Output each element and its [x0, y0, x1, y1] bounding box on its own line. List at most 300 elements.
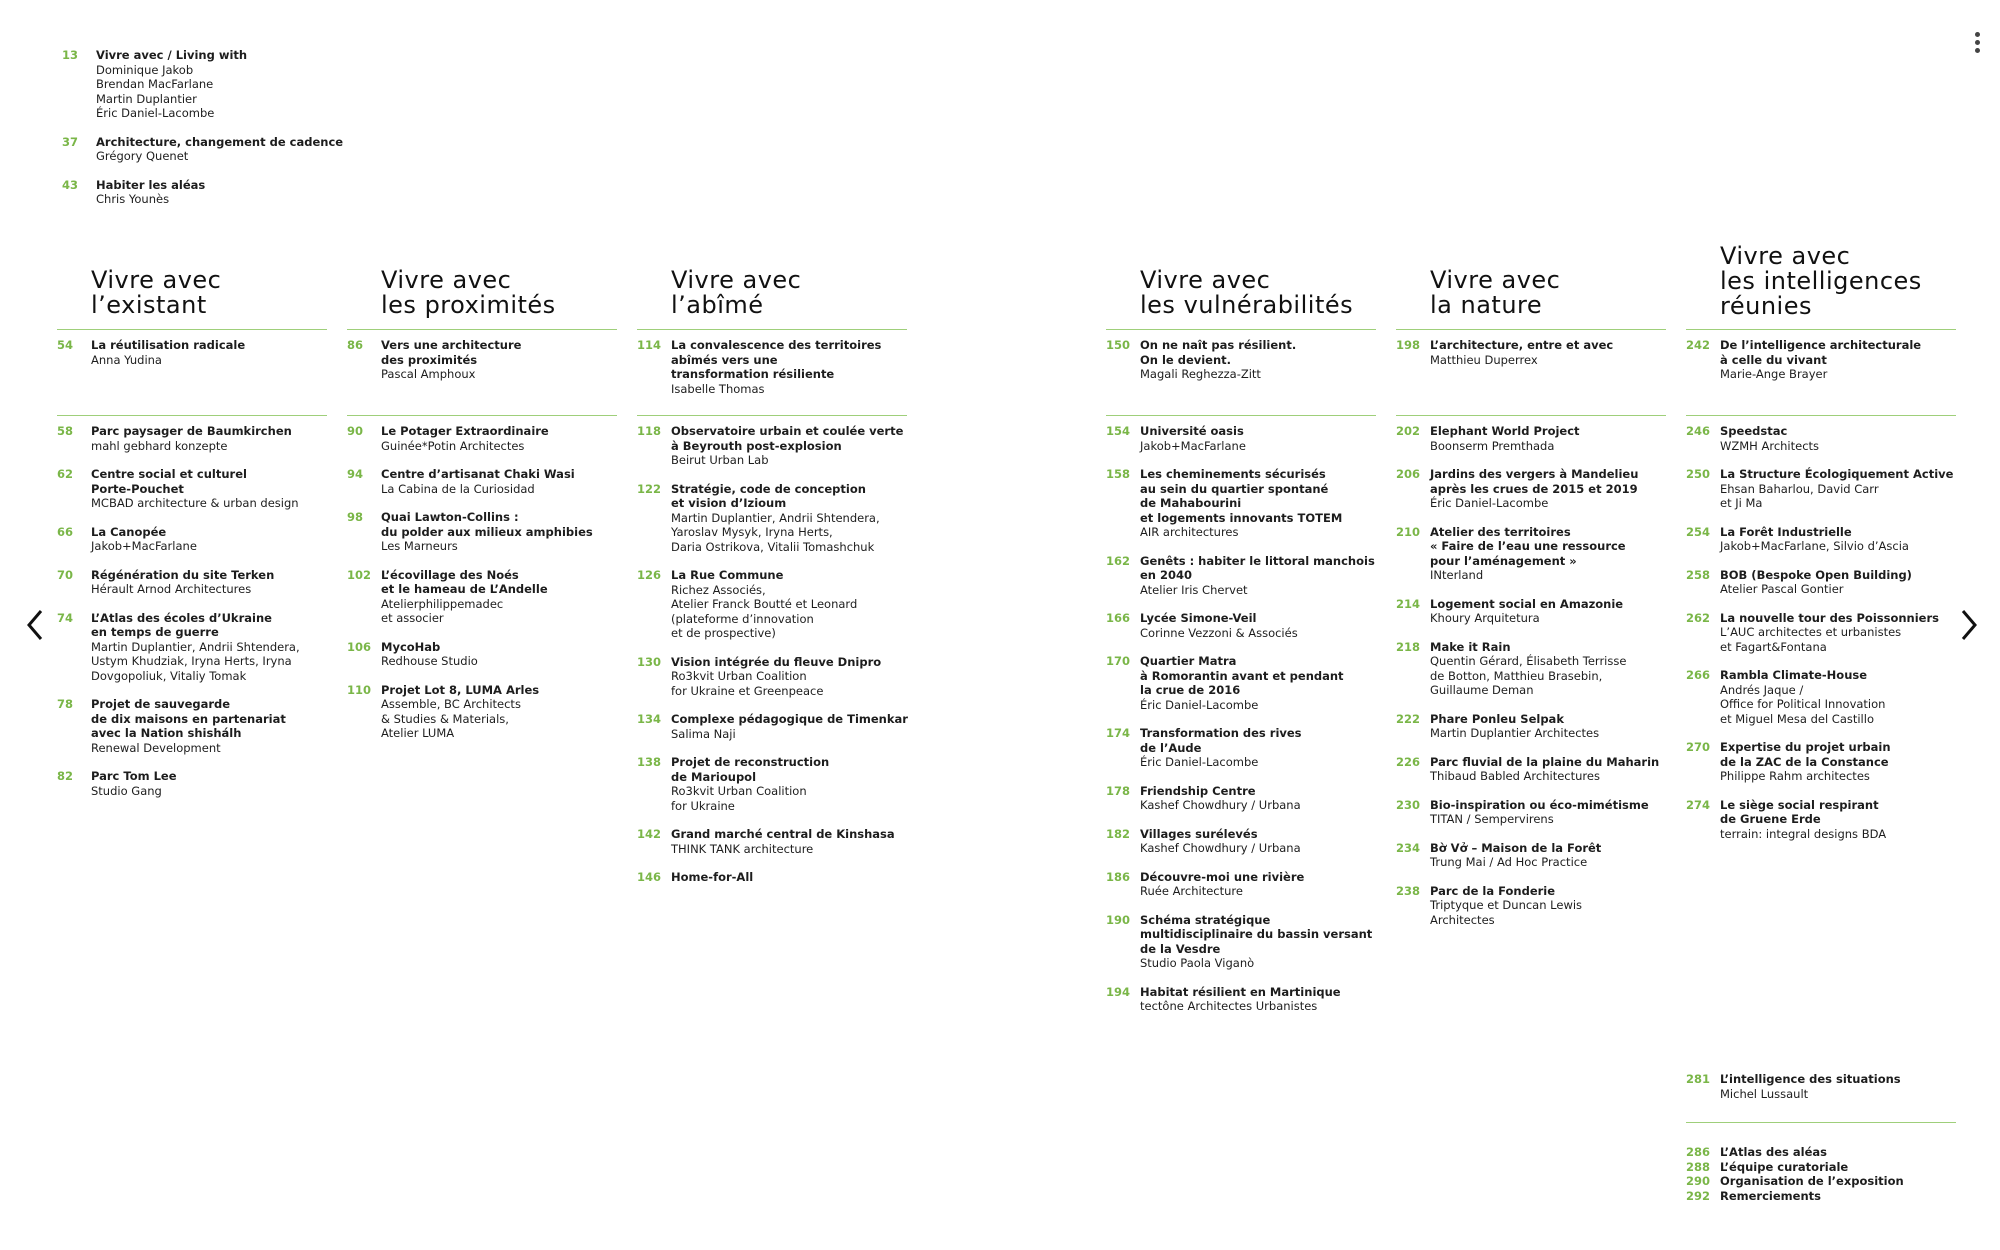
entry-author: for Ukraine: [671, 798, 735, 813]
section-heading-line: Vivre avec: [1140, 266, 1271, 294]
toc-entry[interactable]: [1106, 654, 1375, 712]
page-number: 134: [637, 712, 662, 726]
entry-author: Marie-Ange Brayer: [1720, 367, 1828, 381]
page-number: 222: [1396, 711, 1421, 726]
entry-author: THINK TANK architecture: [671, 841, 814, 856]
entry-author: Dominique Jakob: [96, 62, 194, 77]
toc-entry[interactable]: [1686, 1174, 1904, 1189]
entry-author: La Cabina de la Curiosidad: [381, 481, 535, 496]
entry-title: L’écovillage des Noés et le hameau de L’Andelle: [381, 567, 548, 596]
entry-author: et Miguel Mesa del Castillo: [1720, 711, 1874, 726]
entry-title: Projet Lot 8, LUMA Arles: [381, 682, 540, 697]
toc-entry[interactable]: [1686, 798, 1953, 842]
entry-author: Daria Ostrikova, Vitalii Tomashchuk: [671, 539, 875, 554]
entry-author: Atelier Franck Boutté et Leonard: [671, 597, 858, 611]
more-vertical-icon: [1975, 40, 1980, 45]
entry-title: La réutilisation radicale: [91, 338, 246, 352]
page-number: 274: [1686, 797, 1711, 812]
section-heading: [91, 268, 221, 318]
page-number: 90: [347, 424, 364, 438]
entry-title: L’Atlas des aléas: [1720, 1145, 1827, 1159]
toc-entry[interactable]: [57, 568, 300, 597]
entry-title: On ne naît pas résilient. On le devient.: [1140, 338, 1297, 367]
entry-title: Quartier Matra à Romorantin avant et pendant la crue de 2016: [1140, 654, 1344, 697]
entry-title: Découvre-moi une rivière: [1140, 869, 1305, 884]
appendix-list: [1686, 1145, 1904, 1203]
entry-author: L’AUC architectes et urbanistes: [1720, 625, 1902, 639]
entry-author: Brendan MacFarlane: [96, 77, 214, 91]
page-number: 118: [637, 424, 662, 438]
entry-author: et Ji Ma: [1720, 496, 1763, 510]
entry-author: MCBAD architecture & urban design: [91, 496, 299, 510]
section-rule: [1686, 1122, 1956, 1123]
entry-title: Régénération du site Terken: [91, 567, 275, 582]
entry-title: Parc Tom Lee: [91, 769, 177, 783]
entry-author: INterland: [1430, 568, 1484, 582]
entry-author: Atelier LUMA: [381, 726, 455, 740]
toc-entry[interactable]: [347, 467, 593, 496]
entry-title: L’architecture, entre et avec: [1430, 338, 1614, 352]
entry-author: Boonserm Premthada: [1430, 438, 1555, 453]
entry-author: Corinne Vezzoni & Associés: [1140, 625, 1298, 640]
entry-author: Atelier Pascal Gontier: [1720, 582, 1844, 596]
entry-author: Martin Duplantier, Andrii Shtendera,: [91, 639, 300, 654]
section-heading-line: Vivre avec: [91, 266, 222, 294]
entry-title: Elephant World Project: [1430, 424, 1580, 438]
entry-author: Pascal Amphoux: [381, 367, 476, 381]
entry-author: Renewal Development: [91, 740, 221, 755]
section-entries: [1396, 424, 1659, 941]
toc-entry[interactable]: [1686, 424, 1953, 453]
toc-entry[interactable]: [62, 178, 382, 207]
entry-author: Ro3kvit Urban Coalition: [671, 669, 807, 683]
entry-author: Studio Gang: [91, 783, 162, 798]
entry-title: MycoHab: [381, 639, 441, 654]
entry-author: Kashef Chowdhury / Urbana: [1140, 798, 1301, 812]
entry-author: Jakob+MacFarlane, Silvio d’Ascia: [1720, 539, 1909, 553]
entry-title: La Rue Commune: [671, 568, 784, 582]
entry-title: Organisation de l’exposition: [1720, 1174, 1904, 1188]
page-number: 210: [1396, 524, 1421, 539]
section-rule: [637, 329, 907, 330]
page-number: 230: [1396, 797, 1421, 812]
page-number: 110: [347, 682, 372, 697]
toc-entry[interactable]: [347, 338, 521, 382]
entry-title: Grand marché central de Kinshasa: [671, 827, 895, 841]
entry-author: Jakob+MacFarlane: [1140, 438, 1246, 453]
toc-entry[interactable]: [1686, 467, 1953, 511]
entry-author: Architectes: [1430, 912, 1495, 927]
entry-author: Salima Naji: [671, 726, 736, 741]
page-number: 250: [1686, 467, 1711, 481]
entry-author: Yaroslav Mysyk, Iryna Herts,: [671, 525, 833, 539]
section-rule: [347, 415, 617, 416]
entry-author: et Fagart&Fontana: [1720, 639, 1827, 654]
page-number: 178: [1106, 783, 1131, 798]
section-lead: [1396, 338, 1613, 381]
toc-entry[interactable]: [1106, 726, 1375, 770]
entry-title: Villages surélevés: [1140, 826, 1258, 841]
page-number: 138: [637, 755, 662, 769]
entry-title: L’équipe curatoriale: [1720, 1159, 1849, 1174]
section-entries: [347, 424, 593, 755]
toc-entry[interactable]: [1106, 784, 1375, 813]
toc-entry[interactable]: [347, 640, 593, 669]
page-number: 106: [347, 639, 372, 654]
page-number: 86: [347, 338, 364, 352]
entry-title: L’Atlas des écoles d’Ukraine en temps de guerre: [91, 610, 272, 639]
page-number: 66: [57, 524, 74, 539]
page-number: 146: [637, 870, 662, 884]
section-heading-line: l’existant: [91, 291, 207, 319]
page-number: 258: [1686, 567, 1711, 582]
section-entries: [1106, 424, 1375, 1028]
toc-entry[interactable]: [1106, 611, 1375, 640]
entry-title: La Canopée: [91, 524, 167, 539]
toc-entry[interactable]: [1106, 338, 1296, 382]
entry-author: Trung Mai / Ad Hoc Practice: [1430, 855, 1588, 869]
entry-author: tectône Architectes Urbanistes: [1140, 999, 1318, 1013]
entry-author: Matthieu Duperrex: [1430, 352, 1538, 367]
page-number: 238: [1396, 883, 1421, 898]
entry-title: Projet de reconstruction de Marioupol: [671, 755, 830, 784]
toc-entry[interactable]: [1686, 668, 1953, 726]
section-heading: [381, 268, 556, 318]
page-number: 290: [1686, 1174, 1711, 1188]
toc-entry[interactable]: [1396, 338, 1613, 367]
toc-entry[interactable]: [1396, 798, 1659, 827]
section-heading-line: Vivre avec: [1430, 266, 1561, 294]
page-number: 94: [347, 467, 364, 481]
page-number: 214: [1396, 596, 1421, 611]
entry-title: Vivre avec / Living with: [96, 48, 248, 62]
toc-entry[interactable]: [1396, 424, 1659, 453]
toc-entry[interactable]: [1396, 884, 1659, 928]
page-number: 54: [57, 338, 74, 352]
entry-author: Grégory Quenet: [96, 149, 189, 163]
entry-author: Isabelle Thomas: [671, 381, 765, 396]
entry-title: Genêts : habiter le littoral manchois en 2040: [1140, 553, 1375, 582]
entry-author: Martin Duplantier: [96, 91, 197, 106]
page-number: 218: [1396, 639, 1421, 654]
toc-entry[interactable]: [1106, 424, 1375, 453]
section-lead: [57, 338, 245, 381]
entry-author: Martin Duplantier, Andrii Shtendera,: [671, 510, 880, 525]
page-number: 281: [1686, 1072, 1711, 1086]
entry-author: WZMH Architects: [1720, 438, 1820, 453]
page-number: 270: [1686, 740, 1711, 754]
page-number: 62: [57, 467, 74, 481]
section-rule: [57, 329, 327, 330]
entry-author: Hérault Arnod Architectures: [91, 582, 252, 596]
toc-entry[interactable]: [347, 568, 593, 626]
toc-entry[interactable]: [62, 48, 382, 121]
section-entries: [1686, 424, 1953, 855]
toc-entry[interactable]: [1106, 870, 1375, 899]
toc-entry[interactable]: [57, 338, 245, 367]
section-heading-line: les intelligences: [1720, 267, 1922, 295]
toc-entry[interactable]: [1396, 640, 1659, 698]
section-rule: [347, 329, 617, 330]
page-number: 266: [1686, 668, 1711, 682]
page-number: 154: [1106, 424, 1131, 438]
entry-author: Dovgopoliuk, Vitaliy Tomak: [91, 668, 247, 683]
section-rule: [1686, 415, 1956, 416]
toc-entry[interactable]: [637, 655, 908, 699]
entry-author: Andrés Jaque /: [1720, 682, 1804, 697]
toc-entry[interactable]: [1686, 1160, 1904, 1175]
entry-author: Richez Associés,: [671, 582, 766, 597]
section-heading: [1140, 268, 1353, 318]
page-number: 114: [637, 338, 662, 352]
entry-author: (plateforme d’innovation: [671, 611, 814, 626]
entry-title: L’intelligence des situations: [1720, 1072, 1901, 1086]
entry-author: Guillaume Deman: [1430, 683, 1534, 697]
entry-title: Jardins des vergers à Mandelieu après les crues de 2015 et 2019: [1430, 467, 1639, 496]
section-rule: [1106, 415, 1376, 416]
entry-title: Les cheminements sécurisés au sein du quartier spontané de Mahabourini et logements innovants TOTEM: [1140, 467, 1343, 525]
page-number: 13: [62, 48, 79, 62]
entry-author: et de prospective): [671, 626, 776, 640]
entry-title: Remerciements: [1720, 1188, 1821, 1203]
toc-entry[interactable]: [1686, 338, 1921, 382]
entry-title: La convalescence des territoires abîmés vers une transformation résiliente: [671, 338, 882, 381]
entry-author: Studio Paola Viganò: [1140, 956, 1255, 970]
entry-title: Quai Lawton-Collins : du polder aux milieux amphibies: [381, 510, 593, 539]
entry-author: Magali Reghezza-Zitt: [1140, 367, 1261, 381]
toc-entry[interactable]: [1106, 467, 1375, 540]
page-number: 242: [1686, 338, 1711, 352]
page-number: 254: [1686, 524, 1711, 539]
toc-entry[interactable]: [1106, 554, 1375, 598]
entry-author: Ustym Khudziak, Iryna Herts, Iryna: [91, 654, 292, 668]
toc-entry[interactable]: [1396, 525, 1659, 583]
more-options-button[interactable]: [1972, 30, 1982, 60]
section-heading-line: Vivre avec: [671, 266, 802, 294]
entry-title: Expertise du projet urbain de la ZAC de la Constance: [1720, 740, 1891, 769]
page-number: 190: [1106, 912, 1131, 927]
entry-author: Triptyque et Duncan Lewis: [1430, 898, 1583, 912]
page-number: 194: [1106, 984, 1131, 999]
page-number: 58: [57, 424, 74, 438]
entry-author: Éric Daniel-Lacombe: [1430, 496, 1549, 510]
page-number: 142: [637, 827, 662, 841]
toc-entry[interactable]: [1106, 913, 1375, 971]
page-number: 122: [637, 481, 662, 496]
entry-title: Atelier des territoires « Faire de l’eau une ressource pour l’aménagement »: [1430, 524, 1626, 568]
entry-author: Ro3kvit Urban Coalition: [671, 784, 807, 798]
section-lead: [1686, 338, 1921, 396]
toc-entry[interactable]: [57, 611, 300, 684]
toc-entry[interactable]: [1686, 1072, 1901, 1101]
toc-entry[interactable]: [1396, 597, 1659, 626]
toc-entry[interactable]: [347, 424, 593, 453]
entry-title: Stratégie, code de conception et vision d’Izioum: [671, 481, 866, 510]
entry-author: Kashef Chowdhury / Urbana: [1140, 841, 1301, 855]
entry-title: La Structure Écologiquement Active: [1720, 467, 1954, 481]
section-heading-line: réunies: [1720, 292, 1812, 320]
section-rule: [1396, 415, 1666, 416]
section-heading-line: les proximités: [381, 291, 556, 319]
page-number: 70: [57, 567, 74, 582]
toc-entry[interactable]: [1686, 1145, 1904, 1160]
entry-author: Assemble, BC Architects: [381, 697, 521, 711]
entry-author: TITAN / Sempervirens: [1430, 812, 1554, 826]
chevron-right-icon: [1958, 608, 1980, 642]
toc-entry[interactable]: [347, 683, 593, 741]
chevron-left-icon: [24, 608, 46, 642]
entry-author: Thibaud Babled Architectures: [1430, 769, 1600, 783]
entry-title: Friendship Centre: [1140, 783, 1256, 798]
entry-title: Parc paysager de Baumkirchen: [91, 424, 292, 438]
entry-author: & Studies & Materials,: [381, 711, 509, 726]
toc-entry[interactable]: [57, 769, 300, 798]
entry-author: Khoury Arquitetura: [1430, 611, 1540, 625]
section-rule: [57, 415, 327, 416]
section-rule: [1106, 329, 1376, 330]
page-number: 246: [1686, 424, 1711, 438]
page-number: 74: [57, 610, 74, 625]
entry-author: Office for Political Innovation: [1720, 697, 1886, 711]
toc-entry[interactable]: [1686, 740, 1953, 784]
toc-entry[interactable]: [57, 424, 300, 453]
toc-entry[interactable]: [637, 482, 908, 555]
toc-entry[interactable]: [1106, 985, 1375, 1014]
section-heading-line: les vulnérabilités: [1140, 291, 1354, 319]
toc-entry[interactable]: [637, 827, 908, 856]
entry-title: Architecture, changement de cadence: [96, 134, 344, 149]
entry-author: Jakob+MacFarlane: [91, 539, 197, 553]
entry-title: Make it Rain: [1430, 639, 1511, 654]
toc-entry[interactable]: [57, 525, 300, 554]
page-number: 126: [637, 568, 662, 582]
entry-author: Redhouse Studio: [381, 654, 478, 668]
page-number: 292: [1686, 1188, 1711, 1203]
section-rule: [1686, 329, 1956, 330]
page-number: 202: [1396, 424, 1421, 438]
page-number: 198: [1396, 338, 1421, 352]
entry-title: Centre social et culturel Porte-Pouchet: [91, 467, 247, 496]
page-number: 130: [637, 654, 662, 669]
toc-entry[interactable]: [1396, 841, 1659, 870]
entry-title: Phare Ponleu Selpak: [1430, 711, 1564, 726]
entry-title: Vers une architecture des proximités: [381, 338, 522, 367]
page-number: 78: [57, 697, 74, 711]
next-page-button[interactable]: [1954, 608, 1984, 648]
entry-title: De l’intelligence architecturale à celle du vivant: [1720, 338, 1922, 367]
entry-author: Ehsan Baharlou, David Carr: [1720, 481, 1879, 496]
entry-title: Logement social en Amazonie: [1430, 596, 1624, 611]
entry-title: Rambla Climate-House: [1720, 668, 1868, 682]
entry-author: Les Marneurs: [381, 539, 458, 553]
entry-title: Lycée Simone-Veil: [1140, 611, 1257, 625]
entry-author: Atelier Iris Chervet: [1140, 582, 1248, 597]
entry-author: Michel Lussault: [1720, 1086, 1809, 1101]
entry-title: Transformation des rives de l’Aude: [1140, 726, 1302, 755]
more-vertical-icon: [1975, 32, 1980, 37]
toc-entry[interactable]: [57, 697, 300, 755]
entry-author: Quentin Gérard, Élisabeth Terrisse: [1430, 654, 1627, 668]
previous-page-button[interactable]: [20, 608, 50, 648]
entry-author: Ruée Architecture: [1140, 884, 1243, 898]
section-heading-line: la nature: [1430, 291, 1543, 319]
toc-entry[interactable]: [637, 424, 908, 468]
section-lead: [347, 338, 521, 396]
intro-list: [62, 48, 382, 221]
entry-author: et associer: [381, 611, 444, 625]
page-number: 43: [62, 177, 79, 192]
section-rule: [1396, 329, 1666, 330]
page-number: 162: [1106, 553, 1131, 568]
entry-title: Projet de sauvegarde de dix maisons en partenariat avec la Nation shishálh: [91, 697, 286, 740]
entry-author: for Ukraine et Greenpeace: [671, 683, 824, 698]
entry-title: Habiter les aléas: [96, 177, 206, 192]
entry-title: Habitat résilient en Martinique: [1140, 984, 1341, 999]
entry-author: AIR architectures: [1140, 525, 1239, 539]
toc-entry[interactable]: [1396, 755, 1659, 784]
entry-author: Guinée*Potin Architectes: [381, 438, 525, 453]
page-number: 174: [1106, 726, 1131, 740]
section-heading-line: l’abîmé: [671, 291, 764, 319]
entry-author: Éric Daniel-Lacombe: [1140, 697, 1259, 712]
entry-title: Schéma stratégique multidisciplinaire du bassin versant de la Vesdre: [1140, 912, 1373, 956]
page-number: 166: [1106, 611, 1131, 625]
page-number: 98: [347, 510, 364, 524]
toc-entry[interactable]: [1396, 712, 1659, 741]
entry-title: Bio-inspiration ou éco-mimétisme: [1430, 797, 1649, 812]
section-heading-line: Vivre avec: [381, 266, 512, 294]
page-number: 286: [1686, 1145, 1711, 1159]
entry-title: La nouvelle tour des Poissonniers: [1720, 610, 1939, 625]
entry-title: Speedstac: [1720, 424, 1788, 438]
toc-entry[interactable]: [637, 870, 908, 885]
entry-author: Éric Daniel-Lacombe: [1140, 755, 1259, 769]
page-number: 102: [347, 567, 372, 582]
toc-entry[interactable]: [1686, 525, 1953, 554]
entry-author: Atelierphilippemadec: [381, 596, 504, 611]
section-lead: [1106, 338, 1296, 396]
toc-entry[interactable]: [1106, 827, 1375, 856]
toc-entry[interactable]: [347, 510, 593, 554]
toc-entry[interactable]: [1686, 611, 1953, 655]
entry-title: BOB (Bespoke Open Building): [1720, 567, 1912, 582]
toc-entry[interactable]: [637, 712, 908, 741]
toc-entry[interactable]: [62, 135, 382, 164]
toc-entry[interactable]: [637, 568, 908, 641]
entry-title: Vision intégrée du fleuve Dnipro: [671, 654, 882, 669]
entry-author: de Botton, Matthieu Brasebin,: [1430, 668, 1603, 683]
toc-entry[interactable]: [1396, 467, 1659, 511]
page-number: 170: [1106, 654, 1131, 668]
section-entries: [637, 424, 908, 899]
section-rule: [637, 415, 907, 416]
toc-entry[interactable]: [57, 467, 300, 511]
toc-entry[interactable]: [637, 338, 881, 396]
section-heading: [671, 268, 801, 318]
entry-title: Complexe pédagogique de Timenkar: [671, 712, 908, 726]
entry-title: Bờ Vở – Maison de la Forêt: [1430, 840, 1602, 855]
page-number: 150: [1106, 338, 1131, 352]
entry-author: Beirut Urban Lab: [671, 453, 769, 467]
section-heading: [1720, 244, 1922, 319]
page-number: 37: [62, 134, 79, 149]
toc-entry[interactable]: [1686, 568, 1953, 597]
page-number: 262: [1686, 610, 1711, 625]
page-number: 186: [1106, 869, 1131, 884]
toc-entry[interactable]: [637, 755, 908, 813]
toc-entry[interactable]: [1686, 1189, 1904, 1204]
entry-author: terrain: integral designs BDA: [1720, 826, 1887, 841]
